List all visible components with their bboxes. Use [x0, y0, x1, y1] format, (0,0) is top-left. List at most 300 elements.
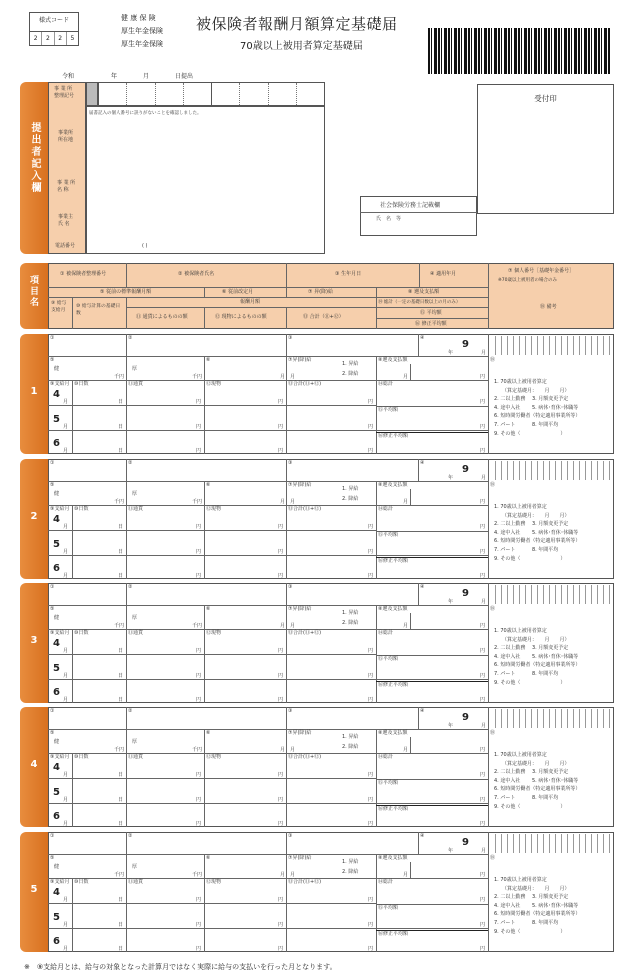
col-header-11: ⑪ 通貨によるものの額: [136, 314, 188, 320]
field-5b-unit: 千円: [192, 499, 203, 505]
remark-line: 2. 二以上勤務 3. 月額変更予定: [494, 396, 569, 403]
field-14[interactable]: ⑭総計: [378, 630, 394, 636]
month-unit: 月: [63, 797, 69, 803]
field-14-unit: 円: [480, 772, 486, 778]
col-header-5: ⑤ 従前の標準報酬月額: [100, 289, 152, 295]
col-header-7: ⑦ 個人番号［基礎年金番号］: [508, 268, 575, 274]
field-9: ⑨支給月: [50, 754, 70, 760]
month-unit: 月: [63, 524, 69, 530]
field-18[interactable]: ⑱: [490, 855, 496, 861]
entry-block: [20, 707, 614, 827]
field-12: ⑫現物: [206, 506, 222, 512]
yen-unit: 円: [278, 922, 284, 928]
entry-side-bar: [20, 707, 48, 827]
field-3[interactable]: ③: [288, 335, 293, 341]
yen-unit: 円: [278, 673, 284, 679]
field-16[interactable]: ⑯修正平均額: [378, 433, 409, 439]
days-unit: 日: [118, 922, 124, 928]
date-era: 令和: [62, 73, 75, 80]
col-header-1: ① 被保険者整理番号: [60, 271, 107, 277]
month-unit: 月: [63, 821, 69, 827]
sharoushi-label: 社会保険労務士記載欄: [380, 202, 441, 209]
yen-unit: 円: [278, 648, 284, 654]
days-unit: 日: [118, 946, 124, 952]
field-7[interactable]: ⑦昇(降)給: [288, 357, 312, 363]
field-6[interactable]: ⑥: [206, 855, 211, 861]
field-7-unit: 月: [290, 747, 296, 753]
field-2[interactable]: ②: [128, 460, 133, 466]
field-5[interactable]: ⑤: [50, 855, 55, 861]
remark-line: 6. 短時間労働者（特定適用事業所等）: [494, 413, 581, 420]
field-8-month-unit: 月: [403, 623, 409, 629]
yen-unit: 円: [196, 821, 202, 827]
yen-unit: 円: [196, 797, 202, 803]
month-6: 6: [53, 936, 60, 947]
field-6-unit: 月: [280, 623, 286, 629]
field-6[interactable]: ⑥: [206, 482, 211, 488]
phone-paren: ( ): [142, 243, 148, 249]
yen-unit: 円: [278, 399, 284, 405]
field-7-raise[interactable]: 1. 昇給: [342, 734, 359, 740]
field-6[interactable]: ⑥: [206, 606, 211, 612]
office-info-field[interactable]: [86, 106, 325, 254]
remark-line: 2. 二以上勤務 3. 月額変更予定: [494, 894, 569, 901]
field-15-unit: 円: [480, 797, 486, 803]
remark-line: 6. 短時間労働者（特定適用事業所等）: [494, 662, 581, 669]
mynumber-field[interactable]: [490, 834, 612, 853]
entry-side-bar: [20, 334, 48, 454]
field-5[interactable]: ⑤: [50, 730, 55, 736]
form-code-digit: 2: [42, 32, 54, 45]
remark-line: 7. パート 8. 年間平均: [494, 546, 559, 553]
mynumber-field[interactable]: [490, 709, 612, 728]
field-8[interactable]: ⑧遡及支払額: [378, 482, 408, 488]
yen-unit: 円: [196, 399, 202, 405]
mynumber-field[interactable]: [490, 461, 612, 480]
field-16-unit: 円: [480, 697, 486, 703]
days-unit: 日: [118, 797, 124, 803]
col-header-6: ⑥ 従前改定月: [222, 289, 254, 295]
field-5-ken: 健: [54, 739, 60, 745]
yen-unit: 円: [368, 697, 374, 703]
col-header-16: ⑯ 修正平均額: [415, 321, 447, 327]
barcode: [428, 28, 610, 74]
field-13: ⑬合計(⑪+⑫): [288, 630, 322, 636]
yen-unit: 円: [196, 697, 202, 703]
field-15-unit: 円: [480, 549, 486, 555]
remark-line: 1. 70歳以上被用者算定: [494, 379, 547, 385]
field-14[interactable]: ⑭総計: [378, 879, 394, 885]
col-header-9: ⑨ 給与支給月: [51, 301, 67, 313]
field-8[interactable]: ⑧遡及支払額: [378, 357, 408, 363]
field-4-month-unit: 月: [481, 475, 487, 481]
field-3[interactable]: ③: [288, 708, 293, 714]
yen-unit: 円: [368, 424, 374, 430]
field-11: ⑪通貨: [128, 506, 144, 512]
field-14[interactable]: ⑭総計: [378, 381, 394, 387]
remarks-list[interactable]: [494, 876, 580, 936]
remarks-list[interactable]: [494, 627, 580, 687]
month-unit: 月: [63, 772, 69, 778]
name-label: 事 業 所 名 称: [57, 180, 76, 193]
insurance-type: 厚生年金保険: [121, 27, 163, 35]
field-8-month-unit: 月: [403, 499, 409, 505]
month-6: 6: [53, 438, 60, 449]
remark-line: 9. その他（ ）: [494, 679, 566, 686]
field-5-unit: 千円: [114, 747, 125, 753]
remark-line: 4. 途中入社 5. 病休･育休･休職等: [494, 653, 579, 660]
month-unit: 月: [63, 648, 69, 654]
field-2[interactable]: ②: [128, 833, 133, 839]
field-9: ⑨支給月: [50, 381, 70, 387]
field-8[interactable]: ⑧遡及支払額: [378, 606, 408, 612]
field-14[interactable]: ⑭総計: [378, 754, 394, 760]
form-code-digit: 2: [30, 32, 42, 45]
remarks-list[interactable]: [494, 751, 580, 811]
field-5-ken: 健: [54, 615, 60, 621]
entry-block: [20, 334, 614, 454]
days-unit: 日: [118, 772, 124, 778]
field-5-kou: 厚: [132, 739, 138, 745]
remark-line: 4. 途中入社 5. 病休･育休･休職等: [494, 404, 579, 411]
field-5[interactable]: ⑤: [50, 482, 55, 488]
insurance-type: 健 康 保 険: [121, 14, 156, 22]
col-header-12: ⑫ 現物によるものの額: [215, 314, 267, 320]
yen-unit: 円: [196, 922, 202, 928]
days-unit: 日: [118, 524, 124, 530]
yen-unit: 円: [196, 772, 202, 778]
date-month: 月: [143, 73, 150, 80]
entry-side-bar: [20, 583, 48, 703]
col-header-7b: ⑦ 昇(降)給: [308, 289, 333, 295]
field-4-month: 9: [462, 339, 469, 350]
remark-line: 7. パート 8. 年間平均: [494, 794, 559, 801]
insurance-types: [121, 12, 163, 51]
field-4-year-unit: 年: [448, 599, 454, 605]
field-12: ⑫現物: [206, 754, 222, 760]
field-13: ⑬合計(⑪+⑫): [288, 506, 322, 512]
field-10: ⑩日数: [74, 879, 89, 885]
field-13: ⑬合計(⑪+⑫): [288, 754, 322, 760]
month-unit: 月: [63, 448, 69, 454]
phone-label: 電話番号: [55, 243, 76, 249]
field-8-yen-unit: 円: [480, 623, 486, 629]
remark-line: 7. パート 8. 年間平均: [494, 421, 559, 428]
field-16-unit: 円: [480, 821, 486, 827]
field-10: ⑩日数: [74, 754, 89, 760]
field-7-unit: 月: [290, 374, 296, 380]
remark-line: 4. 途中入社 5. 病休･育休･休職等: [494, 902, 579, 909]
month-5: 5: [53, 414, 60, 425]
receipt-stamp-label: 受付印: [534, 94, 557, 103]
yen-unit: 円: [368, 524, 374, 530]
field-15-unit: 円: [480, 922, 486, 928]
month-5: 5: [53, 787, 60, 798]
month-unit: 月: [63, 697, 69, 703]
yen-unit: 円: [196, 448, 202, 454]
field-7-unit: 月: [290, 499, 296, 505]
yen-unit: 円: [196, 549, 202, 555]
yen-unit: 円: [368, 772, 374, 778]
field-16[interactable]: ⑯修正平均額: [378, 806, 409, 812]
field-7-cut[interactable]: 2. 降給: [342, 869, 359, 875]
mynumber-field[interactable]: [490, 585, 612, 604]
field-2[interactable]: ②: [128, 335, 133, 341]
field-4[interactable]: ④: [420, 833, 425, 839]
field-8[interactable]: ⑧遡及支払額: [378, 855, 408, 861]
field-5-unit: 千円: [114, 499, 125, 505]
field-4-year-unit: 年: [448, 723, 454, 729]
field-15[interactable]: ⑮平均額: [378, 780, 399, 786]
days-unit: 日: [118, 648, 124, 654]
field-6-unit: 月: [280, 374, 286, 380]
field-2[interactable]: ②: [128, 708, 133, 714]
form-code-digit: 5: [70, 35, 75, 42]
field-16[interactable]: ⑯修正平均額: [378, 931, 409, 937]
field-16[interactable]: ⑯修正平均額: [378, 558, 409, 564]
mynumber-note: 届書記入の個人番号に誤りがないことを確認しました。: [89, 111, 202, 116]
office-number-cell[interactable]: [86, 82, 98, 106]
field-3[interactable]: ③: [288, 460, 293, 466]
field-5-ken: 健: [54, 864, 60, 870]
yen-unit: 円: [196, 897, 202, 903]
field-5-unit: 千円: [114, 623, 125, 629]
field-1[interactable]: ①: [50, 584, 55, 590]
yen-unit: 円: [368, 573, 374, 579]
office-number-field[interactable]: [98, 82, 325, 106]
yen-unit: 円: [196, 946, 202, 952]
remark-line: 2. 二以上勤務 3. 月額変更予定: [494, 645, 569, 652]
field-7[interactable]: ⑦昇(降)給: [288, 730, 312, 736]
field-8-month-unit: 月: [403, 872, 409, 878]
days-unit: 日: [118, 448, 124, 454]
field-7-unit: 月: [290, 872, 296, 878]
field-7[interactable]: ⑦昇(降)給: [288, 855, 312, 861]
date-year: 年: [111, 73, 118, 80]
col-header-4: ④ 適用年月: [430, 271, 457, 277]
yen-unit: 円: [368, 897, 374, 903]
yen-unit: 円: [368, 399, 374, 405]
items-side-bar: [20, 263, 48, 329]
yen-unit: 円: [368, 648, 374, 654]
field-15[interactable]: ⑮平均額: [378, 656, 399, 662]
yen-unit: 円: [196, 424, 202, 430]
field-15[interactable]: ⑮平均額: [378, 407, 399, 413]
form-code-label: 様式コード: [38, 17, 69, 24]
sharoushi-name-label: 氏 名 等: [376, 216, 402, 222]
field-4[interactable]: ④: [420, 708, 425, 714]
field-5[interactable]: ⑤: [50, 606, 55, 612]
field-6[interactable]: ⑥: [206, 357, 211, 363]
field-12: ⑫現物: [206, 630, 222, 636]
field-16-unit: 円: [480, 946, 486, 952]
field-13: ⑬合計(⑪+⑫): [288, 879, 322, 885]
field-10: ⑩日数: [74, 381, 89, 387]
remarks-list[interactable]: [494, 378, 580, 438]
field-1[interactable]: ①: [50, 833, 55, 839]
month-6: 6: [53, 811, 60, 822]
entry-block: [20, 832, 614, 952]
field-4-month-unit: 月: [481, 599, 487, 605]
yen-unit: 円: [278, 897, 284, 903]
field-14-unit: 円: [480, 399, 486, 405]
field-8-yen-unit: 円: [480, 872, 486, 878]
field-9: ⑨支給月: [50, 879, 70, 885]
yen-unit: 円: [196, 648, 202, 654]
field-8-yen-unit: 円: [480, 374, 486, 380]
field-7[interactable]: ⑦昇(降)給: [288, 606, 312, 612]
field-4-month-unit: 月: [481, 350, 487, 356]
field-13: ⑬合計(⑪+⑫): [288, 381, 322, 387]
field-18[interactable]: ⑱: [490, 482, 496, 488]
remark-line: 6. 短時間労働者（特定適用事業所等）: [494, 786, 581, 793]
field-15-unit: 円: [480, 424, 486, 430]
month-5: 5: [53, 539, 60, 550]
entry-side-bar: [20, 832, 48, 952]
field-7-raise[interactable]: 1. 昇給: [342, 361, 359, 367]
remark-line: 9. その他（ ）: [494, 928, 566, 935]
remark-line: 9. その他（ ）: [494, 555, 566, 562]
field-7[interactable]: ⑦昇(降)給: [288, 482, 312, 488]
remark-line: （算定基礎月： 月 月）: [502, 885, 570, 892]
yen-unit: 円: [368, 673, 374, 679]
field-11: ⑪通貨: [128, 381, 144, 387]
page-title: 被保険者報酬月額算定基礎届: [196, 15, 398, 33]
field-8-month-unit: 月: [403, 747, 409, 753]
days-unit: 日: [118, 897, 124, 903]
remark-line: 7. パート 8. 年間平均: [494, 919, 559, 926]
month-6: 6: [53, 563, 60, 574]
remark-line: 9. その他（ ）: [494, 803, 566, 810]
date-day: 日提出: [175, 73, 194, 80]
field-4[interactable]: ④: [420, 335, 425, 341]
field-5[interactable]: ⑤: [50, 357, 55, 363]
days-unit: 日: [118, 821, 124, 827]
month-unit: 月: [63, 922, 69, 928]
month-unit: 月: [63, 897, 69, 903]
field-7-raise[interactable]: 1. 昇給: [342, 486, 359, 492]
yen-unit: 円: [278, 797, 284, 803]
field-2[interactable]: ②: [128, 584, 133, 590]
yen-unit: 円: [368, 448, 374, 454]
remarks-list[interactable]: [494, 503, 580, 563]
yen-unit: 円: [278, 573, 284, 579]
field-8[interactable]: ⑧遡及支払額: [378, 730, 408, 736]
field-1[interactable]: ①: [50, 335, 55, 341]
field-16[interactable]: ⑯修正平均額: [378, 682, 409, 688]
yen-unit: 円: [278, 697, 284, 703]
remark-line: 6. 短時間労働者（特定適用事業所等）: [494, 538, 581, 545]
yen-unit: 円: [196, 524, 202, 530]
form-code-box: [29, 12, 79, 46]
remark-line: 4. 途中入社 5. 病休･育休･休職等: [494, 529, 579, 536]
entry-number: 5: [30, 884, 38, 895]
field-7-raise[interactable]: 1. 昇給: [342, 859, 359, 865]
field-12: ⑫現物: [206, 381, 222, 387]
submitter-side-label: 提出者記入欄: [29, 122, 40, 194]
field-3[interactable]: ③: [288, 833, 293, 839]
field-3[interactable]: ③: [288, 584, 293, 590]
page-subtitle: 70歳以上被用者算定基礎届: [240, 41, 363, 52]
field-16-unit: 円: [480, 573, 486, 579]
col-header-14: ⑭ 総計（一定の基礎日数以上の月のみ）: [378, 300, 461, 305]
field-14-unit: 円: [480, 648, 486, 654]
col-header-15: ⑮ 平均額: [420, 310, 442, 316]
field-14-unit: 円: [480, 897, 486, 903]
col-header-18: ⑱ 備考: [540, 304, 557, 310]
field-5-kou: 厚: [132, 366, 138, 372]
field-18[interactable]: ⑱: [490, 606, 496, 612]
field-7-cut[interactable]: 2. 降給: [342, 620, 359, 626]
yen-unit: 円: [278, 448, 284, 454]
field-6[interactable]: ⑥: [206, 730, 211, 736]
field-7-raise[interactable]: 1. 昇給: [342, 610, 359, 616]
entry-number: 3: [30, 635, 38, 646]
field-6-unit: 月: [280, 747, 286, 753]
entry-side-bar: [20, 459, 48, 579]
remark-line: 1. 70歳以上被用者算定: [494, 752, 547, 758]
yen-unit: 円: [368, 797, 374, 803]
field-15[interactable]: ⑮平均額: [378, 532, 399, 538]
field-7-cut[interactable]: 2. 降給: [342, 371, 359, 377]
month-4: 4: [53, 389, 60, 400]
month-unit: 月: [63, 424, 69, 430]
field-11: ⑪通貨: [128, 879, 144, 885]
field-4-month-unit: 月: [481, 848, 487, 854]
field-7-unit: 月: [290, 623, 296, 629]
yen-unit: 円: [278, 946, 284, 952]
field-18[interactable]: ⑱: [490, 357, 496, 363]
month-4: 4: [53, 762, 60, 773]
field-1[interactable]: ①: [50, 708, 55, 714]
remark-line: 9. その他（ ）: [494, 430, 566, 437]
remark-line: 1. 70歳以上被用者算定: [494, 628, 547, 634]
field-14-unit: 円: [480, 524, 486, 530]
col-header-13: ⑬ 合計（⑪+⑫）: [303, 314, 344, 320]
field-18[interactable]: ⑱: [490, 730, 496, 736]
yen-unit: 円: [278, 424, 284, 430]
field-8-yen-unit: 円: [480, 747, 486, 753]
field-4[interactable]: ④: [420, 460, 425, 466]
field-4-month-unit: 月: [481, 723, 487, 729]
address-label: 事業所 所在地: [58, 130, 74, 143]
entry-block: [20, 583, 614, 703]
yen-unit: 円: [278, 772, 284, 778]
field-6-unit: 月: [280, 872, 286, 878]
field-14[interactable]: ⑭総計: [378, 506, 394, 512]
field-15[interactable]: ⑮平均額: [378, 905, 399, 911]
field-7-cut[interactable]: 2. 降給: [342, 496, 359, 502]
form-code-digit: 2: [55, 32, 67, 45]
field-5b-unit: 千円: [192, 374, 203, 380]
field-16-unit: 円: [480, 448, 486, 454]
field-9: ⑨支給月: [50, 630, 70, 636]
days-unit: 日: [118, 424, 124, 430]
field-4-year-unit: 年: [448, 350, 454, 356]
yen-unit: 円: [368, 821, 374, 827]
col-header-2: ② 被保険者氏名: [178, 271, 215, 277]
field-8-yen-unit: 円: [480, 499, 486, 505]
receipt-stamp-box: [477, 84, 614, 214]
field-4-year-unit: 年: [448, 848, 454, 854]
field-7-cut[interactable]: 2. 降給: [342, 744, 359, 750]
mynumber-field[interactable]: [490, 336, 612, 355]
footer-note: ※ ⑨支給月とは、給与の対象となった計算月ではなく実際に給与の支払いを行った月となります。: [24, 963, 337, 971]
field-4[interactable]: ④: [420, 584, 425, 590]
field-1[interactable]: ①: [50, 460, 55, 466]
col-header-7-note: ※70歳以上被用者の場合のみ: [498, 278, 557, 283]
yen-unit: 円: [196, 573, 202, 579]
